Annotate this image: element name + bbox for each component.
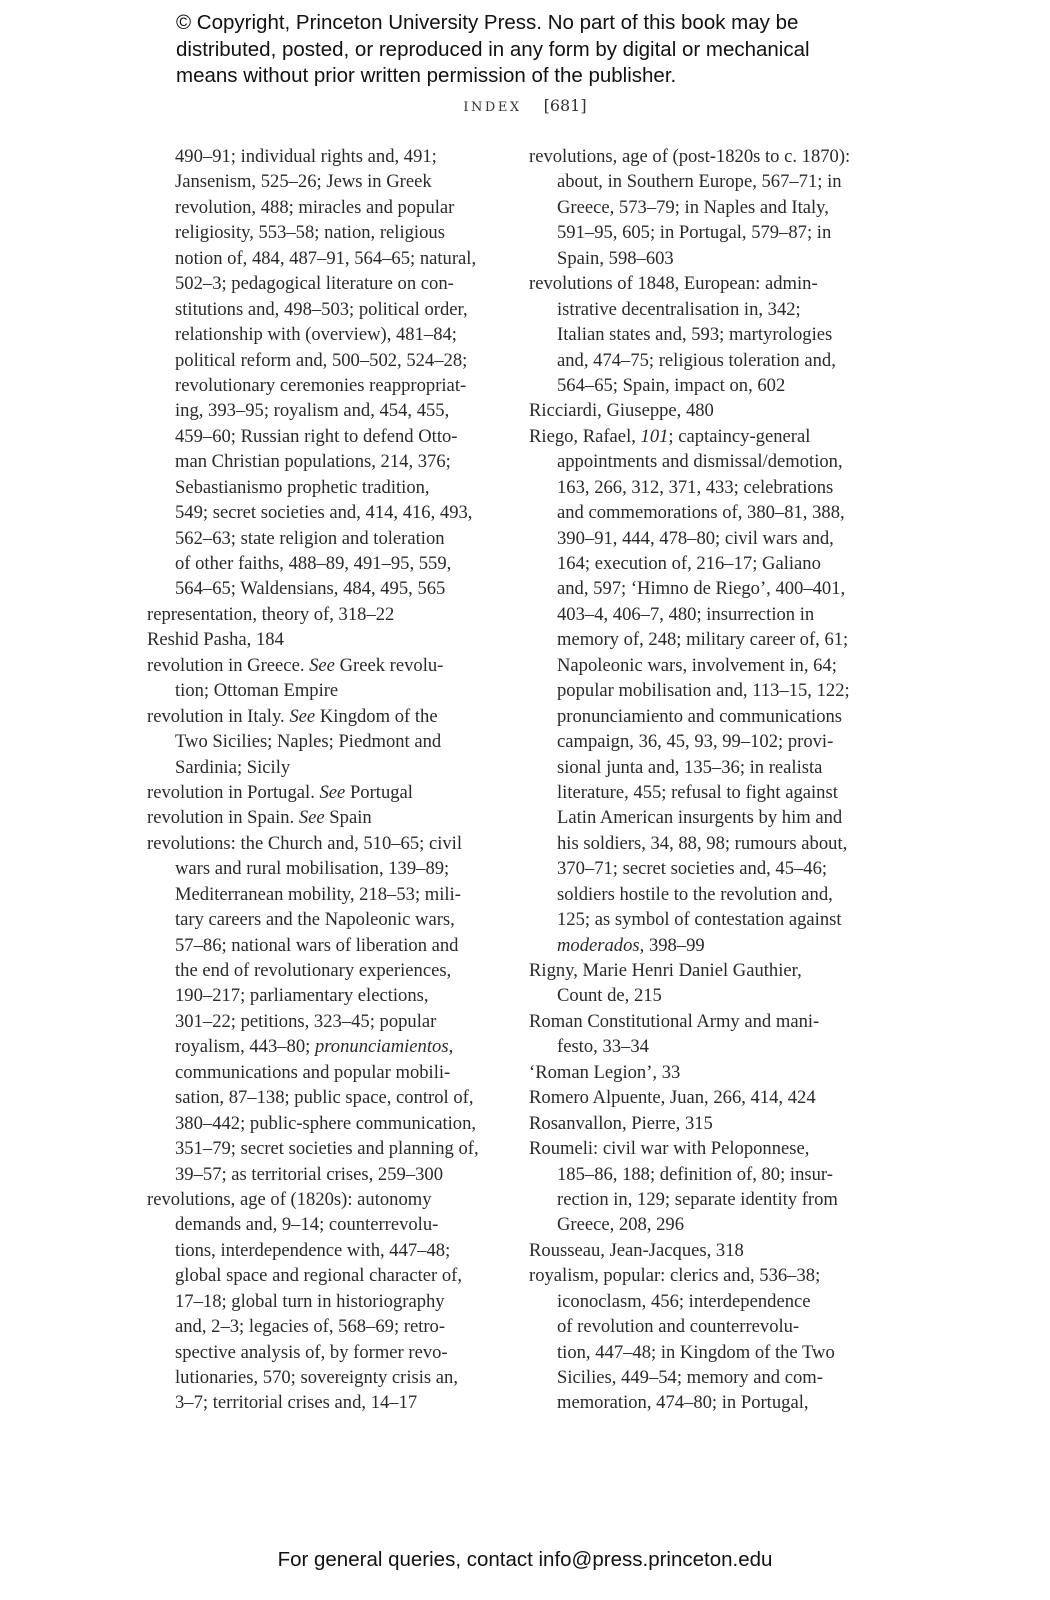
entry-text: istrative decentralisation in, 342; bbox=[557, 298, 801, 320]
entry-text: demands and, 9–14; counterrevolu- bbox=[175, 1214, 439, 1236]
entry-text: spective analysis of, by former revo- bbox=[175, 1341, 448, 1363]
entry-text: 301–22; petitions, 323–45; popular bbox=[175, 1010, 437, 1032]
copyright-notice bbox=[176, 10, 810, 90]
index-entry-continuation-line bbox=[529, 1212, 850, 1237]
copyright-line: © Copyright, Princeton University Press. No part of this book may be bbox=[176, 11, 799, 34]
entry-text: Latin American insurgents by him and bbox=[557, 807, 843, 829]
index-entry-continuation-line bbox=[147, 398, 479, 423]
entry-text: Rosanvallon, Pierre, 315 bbox=[529, 1112, 713, 1134]
entry-text: religiosity, 553–58; nation, religious bbox=[175, 222, 445, 244]
entry-text: soldiers hostile to the revolution and, bbox=[557, 883, 833, 905]
entry-text: 164; execution of, 216–17; Galiano bbox=[557, 553, 821, 574]
entry-text: of other faiths, 488–89, 491–95, 559, bbox=[175, 553, 452, 574]
entry-text: ; captaincy-general bbox=[668, 425, 811, 447]
entry-text: communications and popular mobili- bbox=[175, 1061, 451, 1083]
entry-text: 39–57; as territorial crises, 259–300 bbox=[175, 1163, 444, 1185]
entry-text: Portugal bbox=[345, 781, 413, 803]
index-entry-heading-line bbox=[147, 805, 479, 830]
index-entry-continuation-line bbox=[147, 297, 479, 322]
entry-italic-text: See bbox=[319, 781, 346, 803]
entry-text: notion of, 484, 487–91, 564–65; natural, bbox=[175, 247, 477, 269]
entry-text: relationship with (overview), 481–84; bbox=[175, 324, 457, 346]
entry-text: 125; as symbol of contestation against bbox=[557, 909, 842, 931]
index-entry-continuation-line bbox=[147, 271, 479, 296]
entry-text: wars and rural mobilisation, 139–89; bbox=[175, 858, 450, 880]
index-entry-heading-line bbox=[147, 704, 479, 729]
entry-text: his soldiers, 34, 88, 98; rumours about, bbox=[557, 832, 848, 854]
entry-text: campaign, 36, 45, 93, 99–102; provi- bbox=[557, 731, 834, 753]
entry-text: revolution in Spain. bbox=[147, 807, 299, 829]
entry-text: pronunciamiento and communications bbox=[557, 705, 843, 727]
index-entry-continuation-line bbox=[147, 1390, 479, 1415]
index-entry-continuation-line bbox=[529, 220, 850, 245]
entry-text: and, 597; ‘Himno de Riego’, 400–401, bbox=[557, 578, 846, 600]
page-number: [681] bbox=[543, 96, 587, 115]
index-entry-continuation-line bbox=[529, 297, 850, 322]
index-entry-continuation-line bbox=[147, 933, 479, 958]
index-entry-continuation-line bbox=[529, 882, 850, 907]
entry-italic-text: moderados bbox=[557, 934, 640, 956]
index-entry-heading-line bbox=[147, 627, 479, 652]
entry-text: revolution, 488; miracles and popular bbox=[175, 196, 455, 218]
copyright-line: means without prior written permission of the publisher. bbox=[176, 64, 677, 87]
index-entry-continuation-line bbox=[147, 1314, 479, 1339]
index-entry-heading-line bbox=[529, 398, 850, 423]
entry-text: representation, theory of, 318–22 bbox=[147, 603, 395, 625]
footer-contact: For general queries, contact info@press.princeton.edu bbox=[277, 1548, 773, 1571]
index-entry-continuation-line bbox=[147, 576, 479, 601]
index-entry-continuation-line bbox=[529, 933, 850, 958]
entry-text: 351–79; secret societies and planning of, bbox=[175, 1138, 479, 1160]
entry-text: 370–71; secret societies and, 45–46; bbox=[557, 858, 828, 880]
index-entry-continuation-line bbox=[529, 322, 850, 347]
index-entry-continuation-line bbox=[529, 500, 850, 525]
index-entry-continuation-line bbox=[147, 1340, 479, 1365]
running-head bbox=[0, 96, 1050, 115]
entry-text: Sicilies, 449–54; memory and com- bbox=[557, 1367, 823, 1388]
entry-text: man Christian populations, 214, 376; bbox=[175, 451, 451, 473]
index-entry-continuation-line bbox=[147, 1365, 479, 1390]
index-entry-continuation-line bbox=[147, 1212, 479, 1237]
index-entry-continuation-line bbox=[529, 1162, 850, 1187]
entry-text: popular mobilisation and, 113–15, 122; bbox=[557, 680, 850, 702]
entry-text: Reshid Pasha, 184 bbox=[147, 629, 284, 651]
entry-text: Kingdom of the bbox=[315, 705, 438, 727]
entry-italic-text: See bbox=[289, 705, 316, 727]
entry-text: 562–63; state religion and toleration bbox=[175, 527, 445, 549]
index-entry-continuation-line bbox=[529, 653, 850, 678]
index-entry-continuation-line bbox=[147, 195, 479, 220]
index-entry-heading-line bbox=[529, 144, 850, 169]
index-entry-heading-line bbox=[147, 831, 479, 856]
index-entry-continuation-line bbox=[147, 424, 479, 449]
entry-text: 185–86, 188; definition of, 80; insur- bbox=[557, 1163, 833, 1185]
index-entry-continuation-line bbox=[147, 500, 479, 525]
index-entry-continuation-line bbox=[529, 729, 850, 754]
entry-text: tion, 447–48; in Kingdom of the Two bbox=[557, 1341, 835, 1363]
entry-italic-text: 101 bbox=[640, 425, 669, 447]
index-entry-continuation-line bbox=[147, 246, 479, 271]
index-entry-continuation-line bbox=[529, 475, 850, 500]
entry-text: Mediterranean mobility, 218–53; mili- bbox=[175, 883, 461, 905]
index-entry-continuation-line bbox=[529, 704, 850, 729]
index-entry-continuation-line bbox=[147, 729, 479, 754]
copyright-line: distributed, posted, or reproduced in any form by digital or mechanical bbox=[176, 37, 810, 61]
entry-text: rection in, 129; separate identity from bbox=[557, 1188, 838, 1210]
entry-text: revolutions, age of (post-1820s to c. 1870): bbox=[529, 146, 851, 167]
index-entry-heading-line bbox=[529, 1238, 850, 1263]
index-entry-continuation-line bbox=[529, 831, 850, 856]
index-entry-continuation-line bbox=[147, 1238, 479, 1263]
entry-text: tions, interdependence with, 447–48; bbox=[175, 1239, 451, 1261]
index-entry-continuation-line bbox=[529, 755, 850, 780]
index-entry-continuation-line bbox=[529, 373, 850, 398]
index-entry-continuation-line bbox=[529, 1187, 850, 1212]
entry-text: 17–18; global turn in historiography bbox=[175, 1290, 445, 1312]
index-entry-continuation-line bbox=[529, 1314, 850, 1339]
index-entry-heading-line bbox=[529, 1060, 850, 1085]
entry-text: revolutions, age of (1820s): autonomy bbox=[147, 1188, 432, 1210]
index-entry-continuation-line bbox=[147, 1162, 479, 1187]
entry-text: 403–4, 406–7, 480; insurrection in bbox=[557, 603, 815, 625]
index-entry-continuation-line bbox=[147, 755, 479, 780]
entry-text: festo, 33–34 bbox=[557, 1036, 649, 1058]
index-entry-continuation-line bbox=[147, 373, 479, 398]
index-entry-heading-line bbox=[529, 1263, 850, 1288]
entry-text: Spain, 598–603 bbox=[557, 247, 674, 269]
entry-text: and commemorations of, 380–81, 388, bbox=[557, 502, 845, 524]
entry-text: Ricciardi, Giuseppe, 480 bbox=[529, 400, 714, 422]
index-entry-heading-line bbox=[529, 1111, 850, 1136]
entry-text: 3–7; territorial crises and, 14–17 bbox=[175, 1392, 418, 1414]
section-title: INDEX bbox=[463, 100, 522, 115]
entry-text: memoration, 474–80; in Portugal, bbox=[557, 1392, 809, 1414]
entry-text: Greece, 208, 296 bbox=[557, 1214, 685, 1236]
index-entry-continuation-line bbox=[529, 602, 850, 627]
entry-text: tary careers and the Napoleonic wars, bbox=[175, 909, 455, 931]
index-entry-continuation-line bbox=[147, 475, 479, 500]
index-entry-continuation-line bbox=[147, 169, 479, 194]
index-entry-continuation-line bbox=[147, 1060, 479, 1085]
index-entry-continuation-line bbox=[147, 348, 479, 373]
index-entry-heading-line bbox=[529, 1085, 850, 1110]
entry-text: 564–65; Waldensians, 484, 495, 565 bbox=[175, 578, 446, 600]
index-entry-heading-line bbox=[529, 271, 850, 296]
index-entry-heading-line bbox=[147, 653, 479, 678]
index-entry-continuation-line bbox=[147, 144, 479, 169]
entry-text: Greek revolu- bbox=[334, 654, 444, 676]
index-entry-heading-line bbox=[529, 958, 850, 983]
entry-text: ing, 393–95; royalism and, 454, 455, bbox=[175, 400, 450, 422]
entry-text: 591–95, 605; in Portugal, 579–87; in bbox=[557, 222, 832, 244]
entry-text: lutionaries, 570; sovereignty crisis an, bbox=[175, 1367, 458, 1388]
index-entry-continuation-line bbox=[147, 678, 479, 703]
entry-text: and, 2–3; legacies of, 568–69; retro- bbox=[175, 1316, 446, 1338]
entry-text: Sebastianismo prophetic tradition, bbox=[175, 476, 430, 498]
entry-text: tion; Ottoman Empire bbox=[175, 680, 339, 702]
index-entry-continuation-line bbox=[147, 1009, 479, 1034]
entry-text: about, in Southern Europe, 567–71; in bbox=[557, 171, 842, 193]
entry-text: Rigny, Marie Henri Daniel Gauthier, bbox=[529, 960, 802, 981]
index-entry-continuation-line bbox=[529, 195, 850, 220]
index-entry-continuation-line bbox=[529, 246, 850, 271]
index-entry-continuation-line bbox=[147, 1034, 479, 1059]
entry-text: sional junta and, 135–36; in realista bbox=[557, 756, 823, 778]
index-entry-continuation-line bbox=[147, 1289, 479, 1314]
entry-text: Riego, Rafael, bbox=[529, 425, 641, 447]
entry-text: Spain bbox=[324, 807, 372, 829]
entry-text: revolution in Italy. bbox=[147, 705, 290, 727]
entry-text: 549; secret societies and, 414, 416, 493, bbox=[175, 502, 473, 524]
index-entry-continuation-line bbox=[529, 526, 850, 551]
index-entry-continuation-line bbox=[147, 1263, 479, 1288]
entry-text: and, 474–75; religious toleration and, bbox=[557, 349, 836, 371]
index-entry-continuation-line bbox=[147, 220, 479, 245]
entry-text: Roumeli: civil war with Peloponnese, bbox=[529, 1138, 810, 1160]
entry-text: 380–442; public-sphere communication, bbox=[175, 1112, 477, 1134]
entry-italic-text: See bbox=[298, 807, 325, 829]
index-entry-continuation-line bbox=[529, 1390, 850, 1415]
entry-text: 190–217; parliamentary elections, bbox=[175, 985, 429, 1007]
entry-text: sation, 87–138; public space, control of, bbox=[175, 1087, 474, 1109]
index-entry-continuation-line bbox=[147, 882, 479, 907]
index-entry-continuation-line bbox=[529, 678, 850, 703]
entry-text: , 398–99 bbox=[639, 934, 705, 956]
index-entry-continuation-line bbox=[529, 856, 850, 881]
index-entry-continuation-line bbox=[147, 1111, 479, 1136]
index-entry-continuation-line bbox=[529, 1289, 850, 1314]
index-entry-continuation-line bbox=[529, 1365, 850, 1390]
entry-text: revolution in Greece. bbox=[147, 654, 310, 676]
entry-text: 390–91, 444, 478–80; civil wars and, bbox=[557, 527, 834, 549]
index-entry-continuation-line bbox=[529, 627, 850, 652]
index-entry-continuation-line bbox=[147, 907, 479, 932]
index-entry-continuation-line bbox=[529, 983, 850, 1008]
index-entry-heading-line bbox=[147, 780, 479, 805]
index-entry-continuation-line bbox=[147, 983, 479, 1008]
entry-italic-text: pronunciamientos bbox=[314, 1036, 449, 1058]
index-entry-heading-line bbox=[147, 1187, 479, 1212]
index-entry-heading-line bbox=[529, 1009, 850, 1034]
index-entry-continuation-line bbox=[147, 1085, 479, 1110]
entry-text: Italian states and, 593; martyrologies bbox=[557, 324, 833, 346]
entry-text: 564–65; Spain, impact on, 602 bbox=[557, 374, 786, 396]
index-entry-continuation-line bbox=[147, 856, 479, 881]
index-entry-heading-line bbox=[529, 424, 850, 449]
entry-text: revolutions: the Church and, 510–65; civil bbox=[147, 832, 463, 854]
entry-text: of revolution and counterrevolu- bbox=[557, 1316, 800, 1338]
index-entry-continuation-line bbox=[147, 449, 479, 474]
index-entry-heading-line bbox=[147, 602, 479, 627]
entry-text: ‘Roman Legion’, 33 bbox=[529, 1061, 681, 1083]
index-entry-continuation-line bbox=[529, 169, 850, 194]
entry-text: the end of revolutionary experiences, bbox=[175, 960, 452, 981]
entry-text: 57–86; national wars of liberation and bbox=[175, 934, 459, 956]
entry-text: royalism, popular: clerics and, 536–38; bbox=[529, 1265, 821, 1287]
index-entry-continuation-line bbox=[529, 449, 850, 474]
index-entry-continuation-line bbox=[529, 551, 850, 576]
index-entry-continuation-line bbox=[147, 551, 479, 576]
entry-text: 502–3; pedagogical literature on con- bbox=[175, 273, 454, 295]
index-entry-continuation-line bbox=[147, 526, 479, 551]
entry-text: , bbox=[448, 1036, 454, 1058]
entry-text: revolutionary ceremonies reappropriat- bbox=[175, 374, 467, 396]
entry-italic-text: See bbox=[309, 654, 335, 676]
index-column-right bbox=[529, 144, 850, 1416]
entry-text: 490–91; individual rights and, 491; bbox=[175, 146, 437, 167]
entry-text: royalism, 443–80; bbox=[175, 1036, 315, 1058]
entry-text: Romero Alpuente, Juan, 266, 414, 424 bbox=[529, 1087, 816, 1109]
entry-text: 459–60; Russian right to defend Otto- bbox=[175, 425, 458, 447]
index-entry-continuation-line bbox=[529, 576, 850, 601]
entry-text: 163, 266, 312, 371, 433; celebrations bbox=[557, 476, 834, 498]
entry-text: iconoclasm, 456; interdependence bbox=[557, 1290, 811, 1312]
index-entry-continuation-line bbox=[529, 780, 850, 805]
index-column-left bbox=[147, 144, 479, 1416]
entry-text: global space and regional character of, bbox=[175, 1265, 463, 1287]
index-entry-continuation-line bbox=[529, 907, 850, 932]
entry-text: Greece, 573–79; in Naples and Italy, bbox=[557, 196, 829, 218]
entry-text: Count de, 215 bbox=[557, 985, 662, 1007]
entry-text: Roman Constitutional Army and mani- bbox=[529, 1010, 820, 1032]
index-entry-continuation-line bbox=[529, 1034, 850, 1059]
index-entry-continuation-line bbox=[147, 322, 479, 347]
entry-text: stitutions and, 498–503; political order, bbox=[175, 298, 468, 320]
entry-text: literature, 455; refusal to fight against bbox=[557, 781, 838, 803]
entry-text: Rousseau, Jean-Jacques, 318 bbox=[529, 1239, 744, 1261]
index-entry-continuation-line bbox=[529, 1340, 850, 1365]
index-entry-continuation-line bbox=[529, 805, 850, 830]
index-entry-heading-line bbox=[529, 1136, 850, 1161]
entry-text: memory of, 248; military career of, 61; bbox=[557, 629, 849, 651]
entry-text: political reform and, 500–502, 524–28; bbox=[175, 349, 468, 371]
entry-text: revolution in Portugal. bbox=[147, 781, 320, 803]
entry-text: Sardinia; Sicily bbox=[175, 756, 291, 778]
entry-text: appointments and dismissal/demotion, bbox=[557, 451, 843, 473]
entry-text: revolutions of 1848, European: admin- bbox=[529, 273, 818, 295]
entry-text: Jansenism, 525–26; Jews in Greek bbox=[175, 171, 432, 193]
index-entry-continuation-line bbox=[529, 348, 850, 373]
index-entry-continuation-line bbox=[147, 1136, 479, 1161]
entry-text: Napoleonic wars, involvement in, 64; bbox=[557, 654, 837, 676]
index-entry-continuation-line bbox=[147, 958, 479, 983]
entry-text: Two Sicilies; Naples; Piedmont and bbox=[175, 731, 442, 753]
